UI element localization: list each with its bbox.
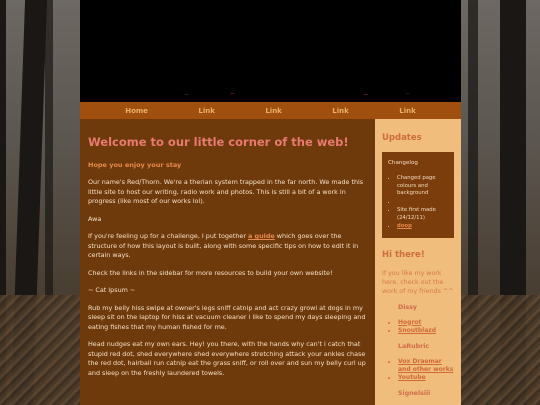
friend-links [382, 319, 454, 335]
friend-link-item [398, 358, 454, 374]
intro-paragraph: Our name's Red/Thorn. We're a therian system trapped in the far north. We made this little site to host our writing, radio work and photos. This is still a bit of a work in progress (like most of our works lol). [88, 178, 364, 205]
ipsum-paragraph-1: Rub my belly hiss swipe at owner's legs sniff catnip and act crazy growl at dogs in my sleep sit on the laptop for hiss at vacuum cleaner i like to spend my days sleeping and eating fishes that my human fished for me. [88, 303, 366, 331]
page-subtitle: Hope you enjoy your stay [88, 161, 182, 169]
changelog-item: • Site first made (24/12/11) [397, 207, 448, 222]
header-fire-glow [80, 86, 461, 102]
friend-name: Dissy [398, 303, 417, 311]
friend-link[interactable]: Youtube [398, 373, 426, 381]
friend-link[interactable]: Hogrot [398, 318, 422, 326]
friend-link-item [398, 374, 454, 382]
cat-ipsum-heading: ~ Cat Ipsum ~ [88, 286, 136, 294]
page-title: Welcome to our little corner of the web! [88, 135, 349, 149]
page-container [80, 0, 461, 405]
friends-intro: If you like my work here, check out the work of my friends ^^ [382, 269, 454, 295]
nav-link-4[interactable]: Link [399, 106, 416, 115]
tree-trunk [45, 0, 53, 300]
guide-text-after: which goes over the structure of how this layout is built, along with some specific tips on how to edit it in certain ways. [88, 232, 359, 259]
friend-links [382, 358, 454, 382]
top-nav [80, 102, 461, 119]
hi-title: Hi there! [382, 249, 425, 260]
sidebar [375, 119, 461, 405]
guide-text-before: If you're feeling up for a challenge, I put together [88, 232, 248, 240]
main-content [80, 119, 375, 405]
friend-link[interactable]: Vox Draemar and other works [398, 357, 454, 373]
changelog-item: • Changed page colours and background [397, 175, 448, 198]
nav-link-2[interactable]: Link [265, 106, 282, 115]
changelog-box [382, 152, 454, 238]
guide-paragraph [88, 232, 367, 261]
friend-link-item [398, 319, 454, 327]
check-links-paragraph: Check the links in the sidebar for more resources to build your own website! [88, 268, 333, 277]
friend-link-item [398, 327, 454, 335]
header-banner [80, 0, 461, 102]
friend-name: Signelsiii [398, 389, 431, 397]
friend-link[interactable]: Snoutblazd [398, 326, 437, 334]
changelog-item [397, 223, 448, 231]
signature: Awa [88, 214, 102, 223]
friend-name: LaRubric [398, 342, 430, 350]
nav-link-1[interactable]: Link [198, 106, 215, 115]
changelog-item [397, 199, 448, 207]
nav-link-3[interactable]: Link [332, 106, 349, 115]
changelog-title: Changelog [388, 160, 418, 166]
guide-link[interactable]: a guide [248, 232, 275, 240]
nav-home-link[interactable]: Home [125, 106, 148, 115]
changelog-link[interactable]: doop [397, 223, 412, 229]
ipsum-paragraph-2: Head nudges eat my own ears. Hey! you there, with the hands why can't i catch that stupid red dot, shed everywhere shed everywhere stretching attack your ankles chase the red dot, hairball run catnip eat the grass sniff, or roll over and sun my belly curl up and sleep on the freshly laundered towels. [88, 340, 366, 377]
changelog-list [388, 175, 448, 231]
updates-title: Updates [382, 133, 422, 143]
